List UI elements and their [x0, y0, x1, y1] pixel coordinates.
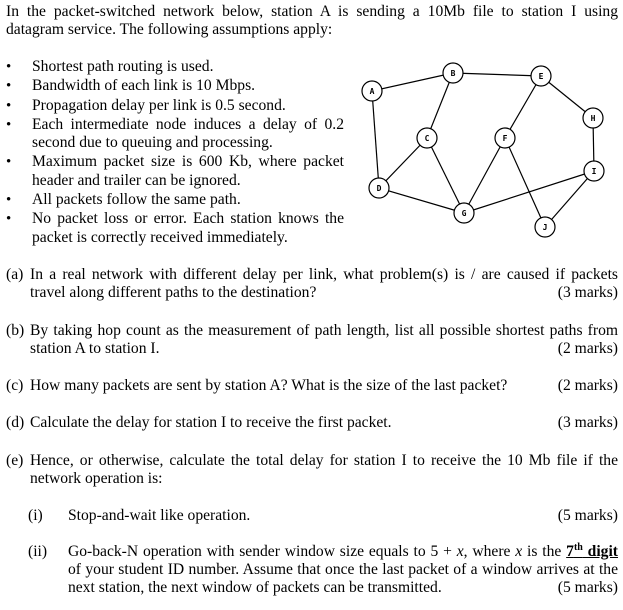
question-e: (e) Hence, or otherwise, calculate the total delay for station I to receive the 10 Mb file if the network operation is:: [6, 452, 618, 487]
assumptions-list: [6, 58, 344, 248]
bullet-icon: •: [6, 192, 12, 209]
link-f-j: [505, 138, 545, 227]
network-diagram: [340, 54, 623, 244]
node-label: F: [502, 134, 508, 143]
node-j: [535, 217, 555, 237]
bullet-icon: •: [6, 154, 12, 171]
question-b: (b) By taking hop count as the measurement of path length, list all possible shortest paths from station A to station I. (2 marks): [6, 322, 618, 357]
node-b: [443, 63, 463, 83]
link-e-f: [505, 76, 541, 138]
marks-label: (5 marks): [557, 579, 618, 596]
question-d: (d) Calculate the delay for station I to receive the first packet. (3 marks): [6, 414, 618, 431]
marks-label: (2 marks): [557, 377, 618, 394]
node-f: [495, 128, 515, 148]
link-b-e: [453, 73, 541, 76]
node-h: [583, 108, 603, 128]
node-label: B: [450, 69, 456, 78]
marks-label: (2 marks): [557, 340, 618, 357]
link-a-b: [372, 73, 453, 91]
link-c-g: [427, 138, 464, 213]
assumption-item: • Bandwidth of each link is 10 Mbps.: [6, 77, 256, 95]
node-a: [362, 81, 382, 101]
question-e-i: (i) Stop-and-wait like operation. (5 marks): [28, 507, 618, 524]
question-a: (a) In a real network with different delay per link, what problem(s) is / are caused if packets travel along different paths to the destination? (3 marks): [6, 266, 618, 301]
node-label: G: [461, 209, 467, 218]
node-d: [369, 178, 389, 198]
bullet-icon: •: [6, 97, 12, 114]
link-a-d: [372, 91, 379, 188]
node-label: E: [538, 72, 544, 81]
bullet-icon: •: [6, 211, 12, 228]
node-label: H: [590, 114, 596, 123]
node-label: I: [591, 167, 597, 176]
node-e: [531, 66, 551, 86]
assumption-item: • All packets follow the same path.: [6, 191, 241, 209]
node-i: [584, 161, 604, 181]
assumption-item: • Shortest path routing is used.: [6, 58, 214, 75]
marks-label: (3 marks): [557, 284, 618, 301]
assumption-item: • Maximum packet size is 600 Kb, where packet header and trailer can be ignored.: [6, 153, 344, 189]
node-g: [454, 203, 474, 223]
node-label: A: [369, 87, 375, 96]
bullet-icon: •: [6, 116, 12, 133]
node-label: D: [376, 184, 382, 193]
intro-paragraph: In the packet-switched network below, station A is sending a 10Mb file to station I using datagram service. The following assumptions apply:: [6, 3, 618, 38]
bullet-icon: •: [6, 59, 12, 75]
node-label: J: [542, 223, 548, 232]
question-c: (c) How many packets are sent by station A? What is the size of the last packet? (2 marks): [6, 377, 618, 394]
bullet-icon: •: [6, 78, 12, 95]
link-d-g: [379, 188, 464, 213]
marks-label: (3 marks): [557, 414, 618, 431]
question-e-ii: (ii) Go-back-N operation with sender window size equals to 5 + x, where x is the 7th digit of your student ID number. Assume that once the last packet of a window arrives at the next station, the next window of packets can be transmitted. (5 marks): [28, 541, 618, 596]
digit-emphasis: 7th digit: [566, 541, 618, 560]
node-label: C: [424, 134, 430, 143]
network-links: [369, 73, 594, 227]
marks-label: (5 marks): [557, 507, 618, 524]
node-c: [417, 128, 437, 148]
network-nodes: [362, 63, 604, 237]
assumption-item: • Propagation delay per link is 0.5 second.: [6, 96, 286, 114]
assumption-item: • No packet loss or error. Each station knows the packet is correctly received immediately.: [6, 210, 344, 246]
assumption-item: • Each intermediate node induces a delay of 0.2 second due to queuing and processing.: [6, 115, 344, 152]
